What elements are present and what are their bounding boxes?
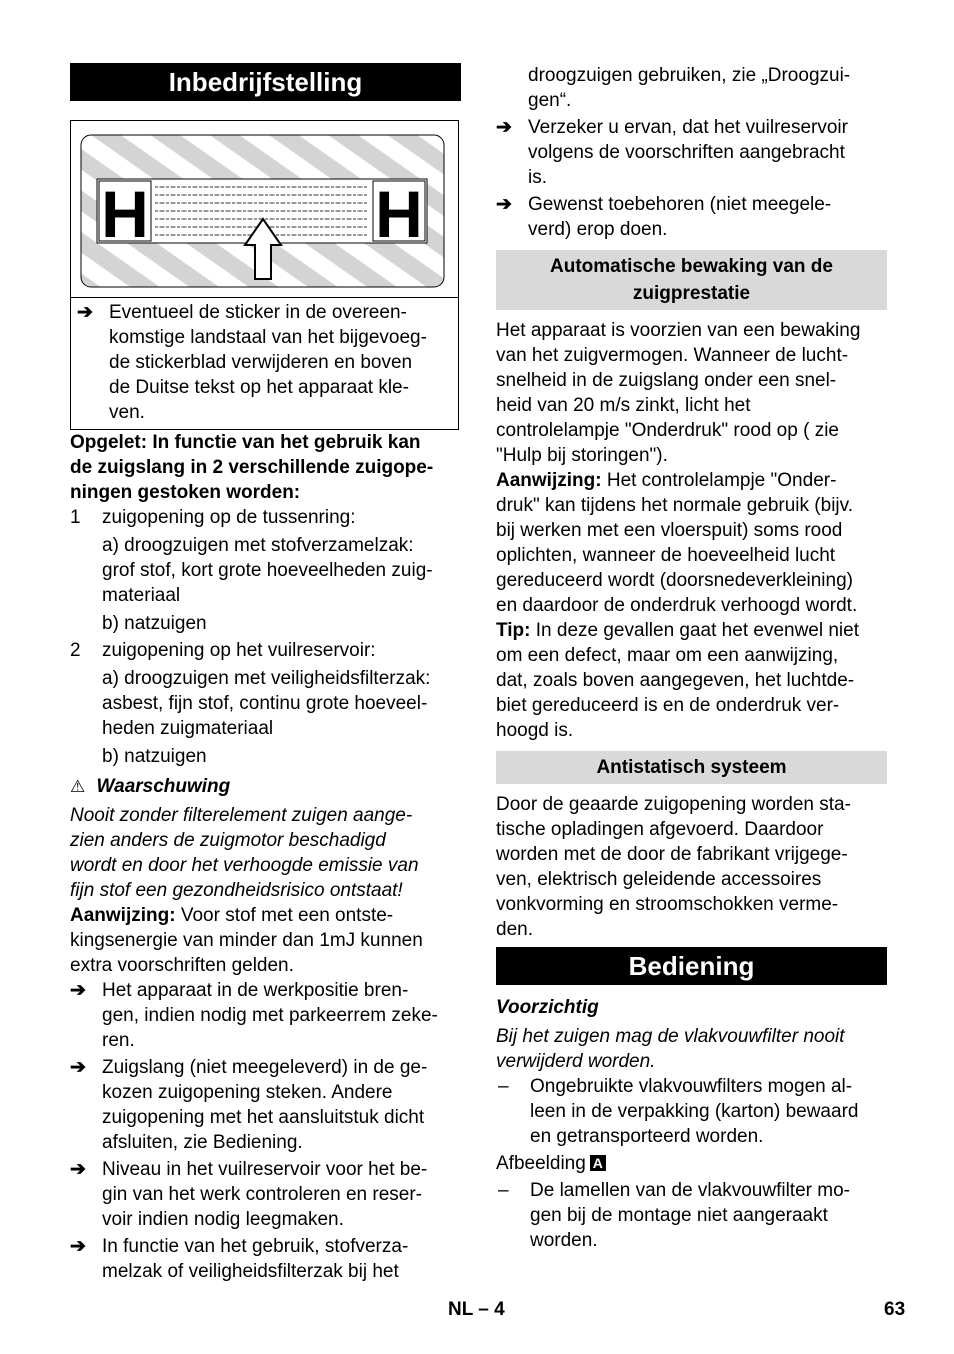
arrow-icon: ➔ [70,1236,86,1257]
list-item-1b: b) natzuigen [102,613,207,634]
arrow-icon: ➔ [77,302,93,323]
caution-text: Opgelet: In functie van het gebruik kan de zuigslang in 2 verschillende zuigope- ningen gestoken worden: [70,432,434,503]
list-item-1: 1 zuigopening op de tussenring: [70,507,356,528]
step-1: ➔ Het apparaat in de werkpositie bren- gen, indien nodig met parkeerrem zeke- ren. [70,980,438,1051]
arrow-icon: ➔ [70,1159,86,1180]
list-item-2: 2 zuigopening op het vuilreservoir: [70,640,376,661]
step-5: ➔ Verzeker u ervan, dat het vuilreservoir volgens de voorschriften aangebracht is. [496,117,848,188]
list-item-2b: b) natzuigen [102,746,207,767]
note-paragraph: Aanwijzing: Voor stof met een ontste- kingsenergie van minder dan 1mJ kunnen extra voorschriften gelden. [70,905,423,976]
figure-reference: Afbeelding A [496,1151,887,1176]
sticker-illustration [71,121,458,298]
monitoring-note: Aanwijzing: Het controlelampje "Onder- druk" kan tijdens het normale gebruik (bijv. bij werken met een vloerspuit) soms rood oplichten, wanneer de hoeveelheid lucht gereduceerd wordt (doorsnedeverkleining) en daardoor de onderdruk verhoogd wordt. [496,470,858,616]
arrow-icon: ➔ [70,1057,86,1078]
antistatic-text: Door de geaarde zuigopening worden sta- tische opladingen afgevoerd. Daardoor worden met de door de fabrikant vrijgege- ven, elektrisch geleidende accessoires vonkvorming en stroomschokken verme- den. [496,794,851,940]
arrow-icon: ➔ [496,194,512,215]
dash-item-2: – De lamellen van de vlakvouwfilter mo- gen bij de montage niet aangeraakt worden. [498,1180,850,1251]
step-4: ➔ In functie van het gebruik, stofverza- melzak of veiligheidsfilterzak bij het [70,1236,409,1282]
list-item-2a: a) droogzuigen met veiligheidsfilterzak: asbest, fijn stof, continu grote hoeveel- heden zuigmateriaal [102,668,431,739]
monitoring-tip: Tip: In deze gevallen gaat het evenwel niet om een defect, maar om een aanwijzing, dat, zoals boven aangegeven, het luchtde- biet gereduceerd is en de onderdruk ver- hoogd is. [496,620,859,741]
sticker-instruction: ➔ Eventueel de sticker in de overeen- komstige landstaal van het bijgevoeg- de stickerblad verwijderen en boven de Duitse tekst op het apparaat kle- ven. [77,302,427,423]
heading-bediening: Bediening [496,947,887,985]
arrow-icon: ➔ [70,980,86,1001]
warning-icon: ⚠ [70,777,86,796]
caution-text-right: Bij het zuigen mag de vlakvouwfilter nooit verwijderd worden. [496,1026,845,1072]
sticker-letter-right: H [375,177,423,251]
left-column [70,63,461,1284]
warning-text: Nooit zonder filterelement zuigen aange- zien anders de zuigmotor beschadigd wordt en door het verhoogde emissie van fijn stof een gezondheidsrisico ontstaat! [70,805,419,901]
heading-suction-monitoring: Automatische bewaking van de zuigprestatie [496,250,887,310]
sticker-figure-box [70,120,459,430]
monitoring-text: Het apparaat is voorzien van een bewaking van het zuigvermogen. Wanneer de lucht- snelheid in de zuigslang onder een snel- heid van 20 m/s zinkt, licht het controlelampje "Onderdruk" rood op ( zie "Hulp bij storingen"). [496,320,861,466]
step-6: ➔ Gewenst toebehoren (niet meegele- verd) erop doen. [496,194,832,240]
figure-a-label: A [590,1155,606,1171]
list-item-1a: a) droogzuigen met stofverzamelzak: grof stof, kort grote hoeveelheden zuig- materiaal [102,535,433,606]
heading-antistatic: Antistatisch systeem [496,751,887,784]
warning-heading: ⚠ Waarschuwing [70,776,231,797]
step-3: ➔ Niveau in het vuilreservoir voor het be- gin van het werk controleren en reser- voir indien nodig leegmaken. [70,1159,428,1230]
arrow-icon: ➔ [496,117,512,138]
right-column [496,63,887,1253]
continued-step: droogzuigen gebruiken, zie „Droogzui- gen“. [528,65,851,111]
dash-item-1: – Ongebruikte vlakvouwfilters mogen al- leen in de verpakking (karton) bewaard en getransporteerd worden. [498,1076,859,1147]
page-number: 63 [884,1299,906,1320]
caution-heading: Voorzichtig [496,997,599,1018]
footer-section: NL – 4 [448,1299,505,1320]
sticker-letter-left: H [101,177,149,251]
heading-inbedrijfstelling: Inbedrijfstelling [70,63,461,101]
step-2: ➔ Zuigslang (niet meegeleverd) in de ge- kozen zuigopening steken. Andere zuigopening met het aansluitstuk dicht afsluiten, zie Bediening. [70,1057,428,1153]
